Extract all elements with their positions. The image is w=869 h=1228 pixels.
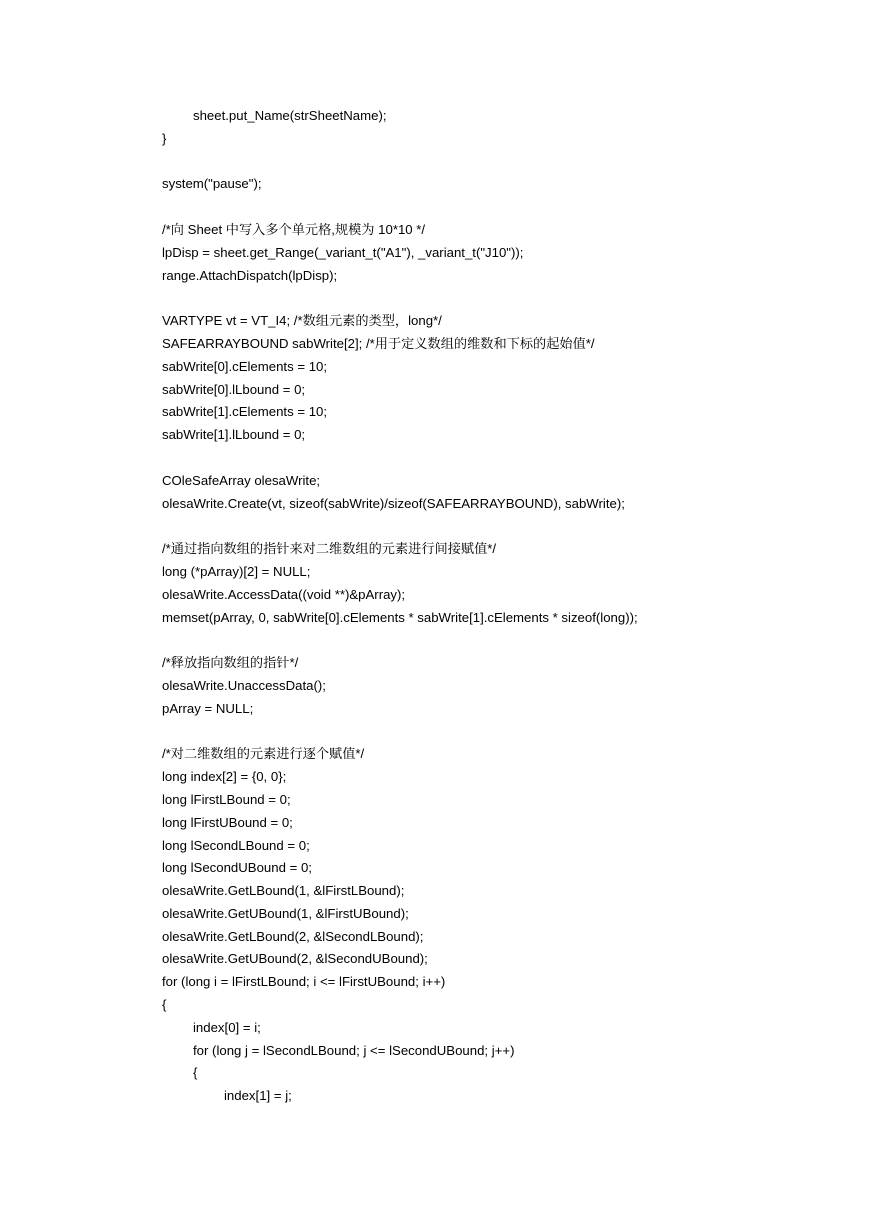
code-line: olesaWrite.GetUBound(1, &lFirstUBound); [162, 905, 409, 921]
code-line: olesaWrite.GetLBound(1, &lFirstLBound); [162, 883, 405, 899]
code-line: index[1] = j; [224, 1088, 292, 1104]
code-line: long index[2] = {0, 0}; [162, 769, 287, 785]
code-line: COleSafeArray olesaWrite; [162, 472, 321, 488]
code-line: olesaWrite.Create(vt, sizeof(sabWrite)/sizeof(SAFEARRAYBOUND), sabWrite); [162, 495, 625, 511]
code-listing [162, 105, 842, 1108]
blank-line [162, 196, 842, 219]
code-line: long (*pArray)[2] = NULL; [162, 563, 311, 579]
code-line: /*通过指向数组的指针来对二维数组的元素进行间接赋值*/ [162, 541, 497, 557]
code-line: /*向 Sheet 中写入多个单元格,规模为 10*10 */ [162, 221, 426, 237]
code-line: { [162, 997, 167, 1013]
blank-line [162, 287, 842, 310]
code-line: { [193, 1065, 198, 1081]
code-line: SAFEARRAYBOUND sabWrite[2]; /*用于定义数组的维数和下标的起始值*/ [162, 335, 595, 351]
code-line: sabWrite[1].lLbound = 0; [162, 427, 306, 443]
code-line: index[0] = i; [193, 1019, 261, 1035]
code-line: range.AttachDispatch(lpDisp); [162, 267, 338, 283]
code-line: sabWrite[0].cElements = 10; [162, 358, 328, 374]
code-line: long lFirstUBound = 0; [162, 814, 293, 830]
blank-line [162, 151, 842, 174]
code-line: pArray = NULL; [162, 700, 254, 716]
code-line: olesaWrite.GetLBound(2, &lSecondLBound); [162, 928, 424, 944]
code-line: olesaWrite.AccessData((void **)&pArray); [162, 586, 406, 602]
blank-line [162, 515, 842, 538]
code-line: long lSecondUBound = 0; [162, 860, 312, 876]
blank-line [162, 447, 842, 470]
code-line: } [162, 130, 167, 146]
code-line: long lSecondLBound = 0; [162, 837, 310, 853]
code-line: sabWrite[1].cElements = 10; [162, 404, 328, 420]
blank-line [162, 629, 842, 652]
code-line: system("pause"); [162, 176, 262, 192]
code-line: memset(pArray, 0, sabWrite[0].cElements * sabWrite[1].cElements * sizeof(long)); [162, 609, 638, 625]
code-line: for (long j = lSecondLBound; j <= lSecondUBound; j++) [193, 1042, 515, 1058]
code-line: sabWrite[0].lLbound = 0; [162, 381, 306, 397]
code-line: VARTYPE vt = VT_I4; /*数组元素的类型，long*/ [162, 313, 442, 329]
code-line: long lFirstLBound = 0; [162, 791, 291, 807]
code-line: for (long i = lFirstLBound; i <= lFirstUBound; i++) [162, 974, 446, 990]
blank-line [162, 721, 842, 744]
code-line: olesaWrite.GetUBound(2, &lSecondUBound); [162, 951, 428, 967]
code-line: olesaWrite.UnaccessData(); [162, 677, 326, 693]
code-line: /*对二维数组的元素进行逐个赋值*/ [162, 746, 365, 762]
code-line: sheet.put_Name(strSheetName); [193, 108, 387, 123]
code-line: /*释放指向数组的指针*/ [162, 655, 299, 671]
code-line: lpDisp = sheet.get_Range(_variant_t("A1"), _variant_t("J10")); [162, 244, 524, 260]
